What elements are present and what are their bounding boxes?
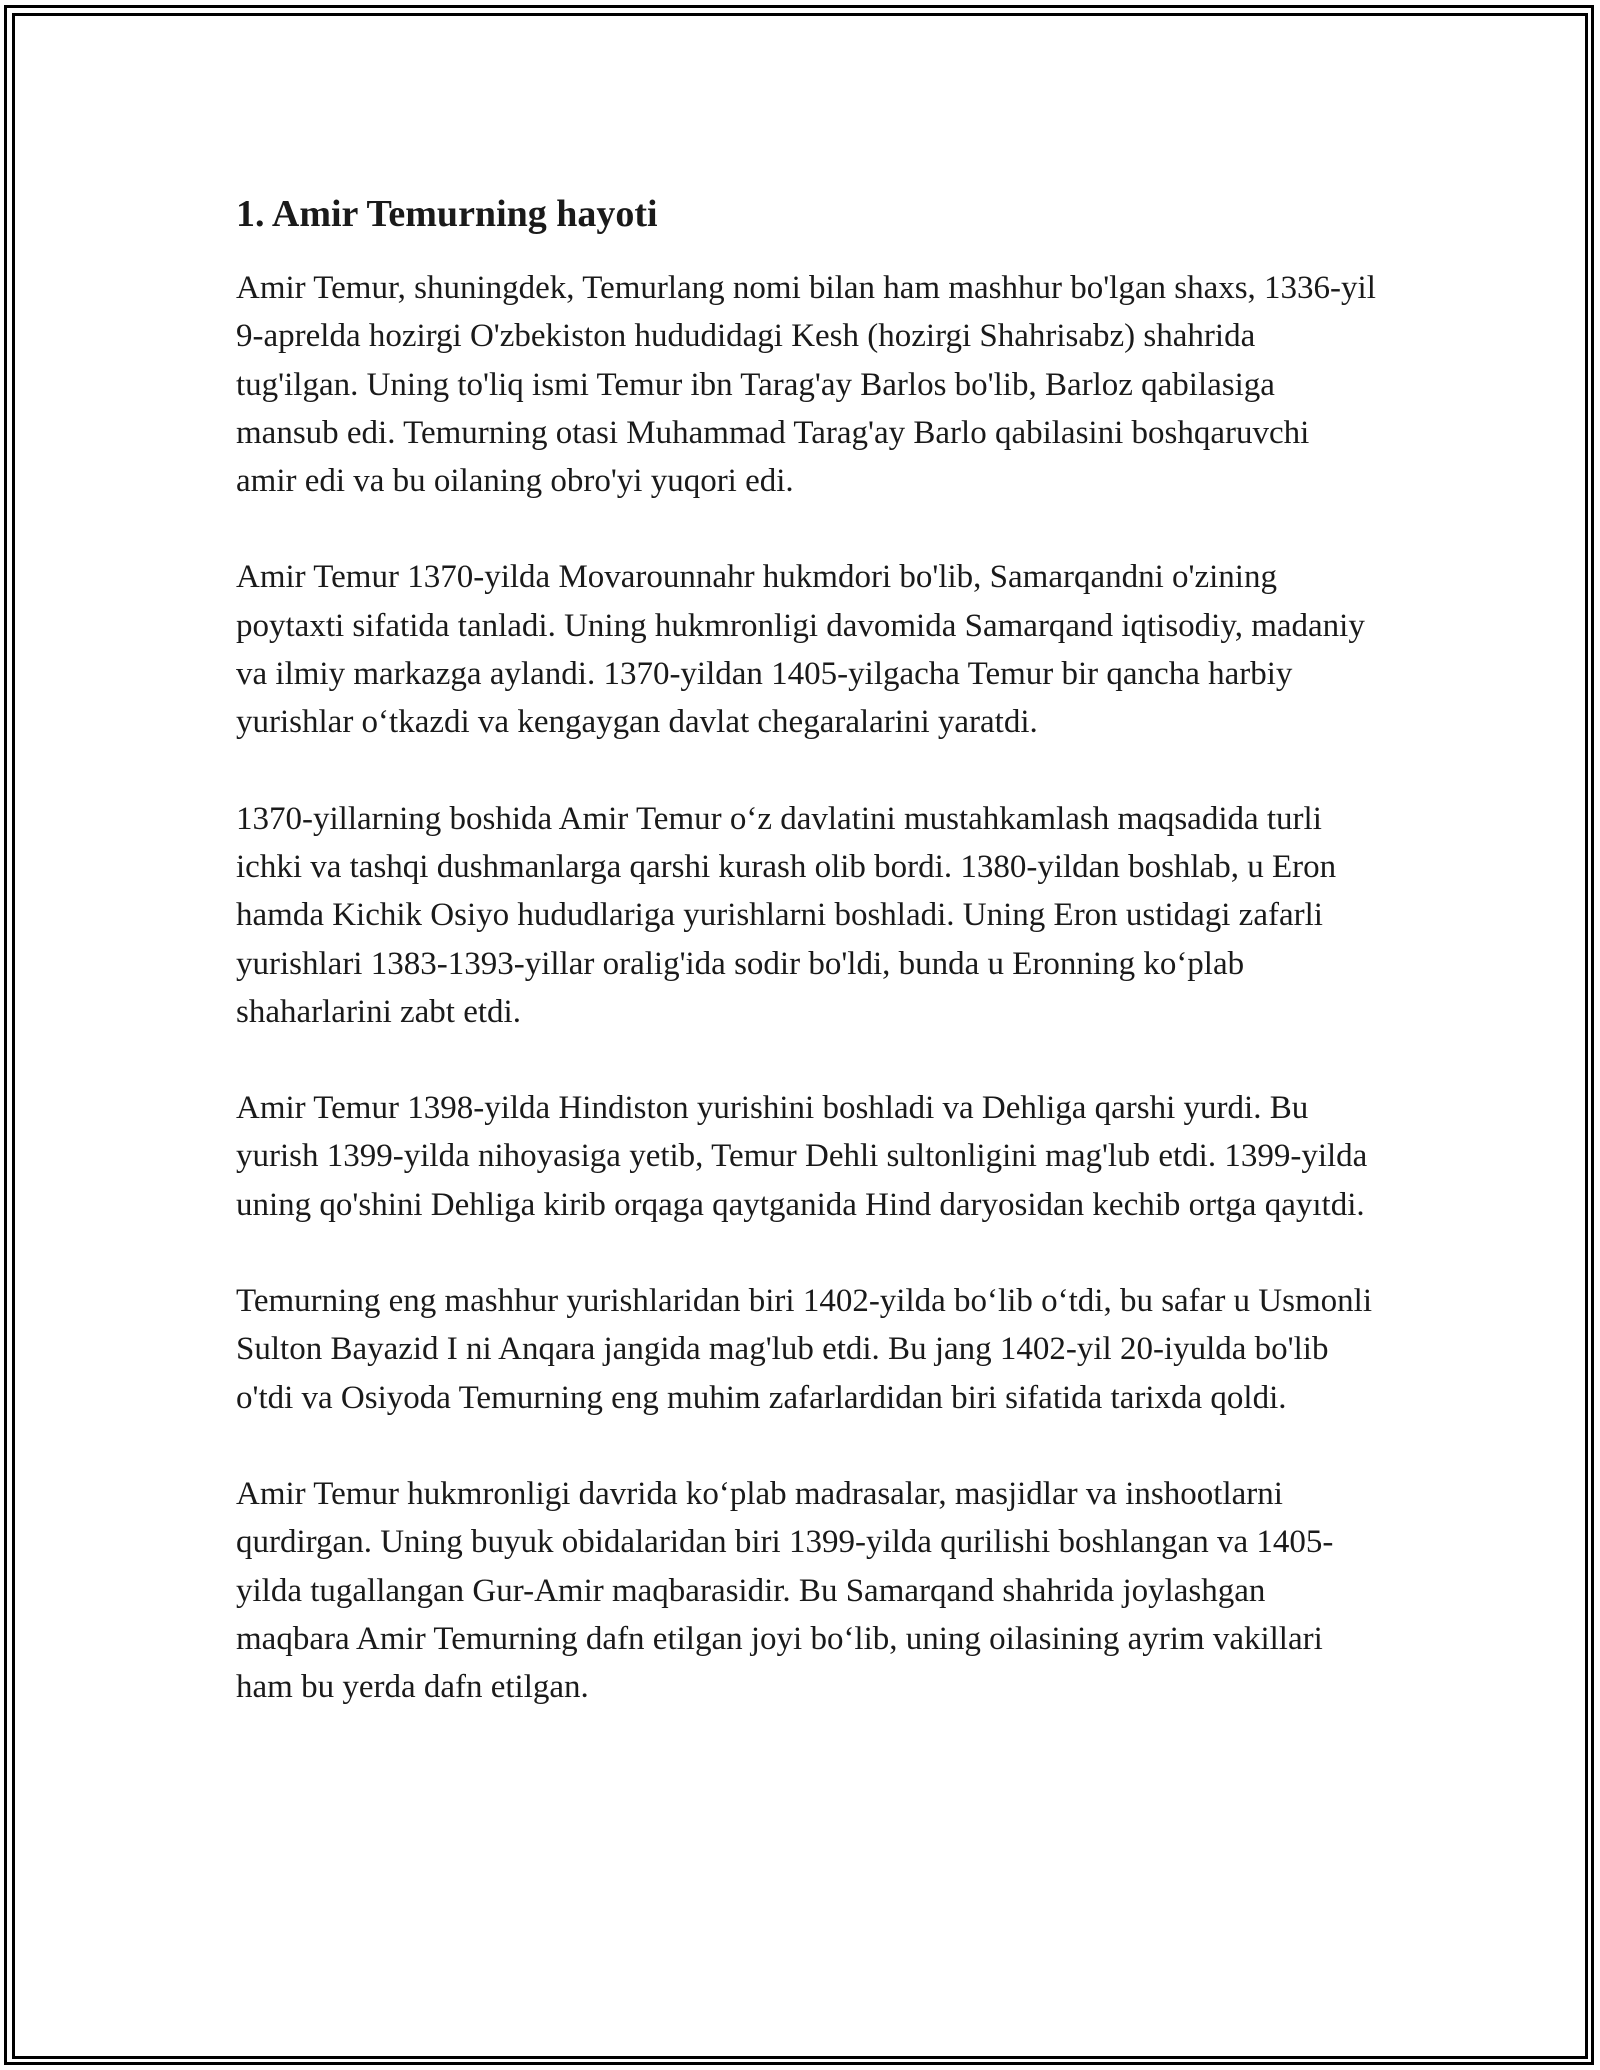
document-body: [236, 190, 1376, 1759]
section-title: 1. Amir Temurning hayoti: [236, 193, 658, 235]
paragraph-campaigns: 1370-yillarning boshida Amir Temur o‘z davlatini mustahkamlash maqsadida turli ichki va tashqi dushmanlarga qarshi kurash olib bordi. 1380-yildan boshlab, u Eron hamda Kichik Osiyo hududlariga yurishlarni boshladi. Uning Eron ustidagi zafarli yurishlari 1383-1393-yillar oralig'ida sodir bo'ldi, bunda u Eronning ko‘plab shaharlarini zabt etdi.: [236, 800, 1337, 1030]
paragraph-architecture: Amir Temur hukmronligi davrida ko‘plab madrasalar, masjidlar va inshootlarni qurdirgan. Uning buyuk obidalaridan biri 1399-yilda qurilishi boshlangan va 1405-yilda tugallangan Gur-Amir maqbarasidir. Bu Samarqand shahrida joylashgan maqbara Amir Temurning dafn etilgan joyi bo‘lib, uning oilasining ayrim vakillari ham bu yerda dafn etilgan.: [236, 1475, 1334, 1706]
paragraph-india: Amir Temur 1398-yilda Hindiston yurishini boshladi va Dehliga qarshi yurdi. Bu yurish 1399-yilda nihoyasiga yetib, Temur Dehli sultonligini mag'lub etdi. 1399-yilda uning qo'shini Dehliga kirib orqaga qaytganida Hind daryosidan kechib ortga qayıtdi.: [236, 1090, 1368, 1223]
paragraph-ankara: Temurning eng mashhur yurishlaridan biri 1402-yilda bo‘lib o‘tdi, bu safar u Usmonli Sulton Bayazid I ni Anqara jangida mag'lub etdi. Bu jang 1402-yil 20-iyulda bo'lib o'tdi va Osiyoda Temurning eng muhim zafarlardidan biri sifatida tarixda qoldi.: [236, 1283, 1372, 1416]
paragraph-rule: Amir Temur 1370-yilda Movarounnahr hukmdori bo'lib, Samarqandni o'zining poytaxti sifatida tanladi. Uning hukmronligi davomida Samarqand iqtisodiy, madaniy va ilmiy markazga aylandi. 1370-yildan 1405-yilgacha Temur bir qancha harbiy yurishlar o‘tkazdi va kengaygan davlat chegaralarini yaratdi.: [236, 559, 1365, 741]
paragraph-birth: Amir Temur, shuningdek, Temurlang nomi bilan ham mashhur bo'lgan shaxs, 1336-yil 9-aprelda hozirgi O'zbekiston hududidagi Kesh (hozirgi Shahrisabz) shahrida tug'ilgan. Uning to'liq ismi Temur ibn Tarag'ay Barlos bo'lib, Barloz qabilasiga mansub edi. Temurning otasi Muhammad Tarag'ay Barlo qabilasini boshqaruvchi amir edi va bu oilaning obro'yi yuqori edi.: [236, 270, 1376, 500]
